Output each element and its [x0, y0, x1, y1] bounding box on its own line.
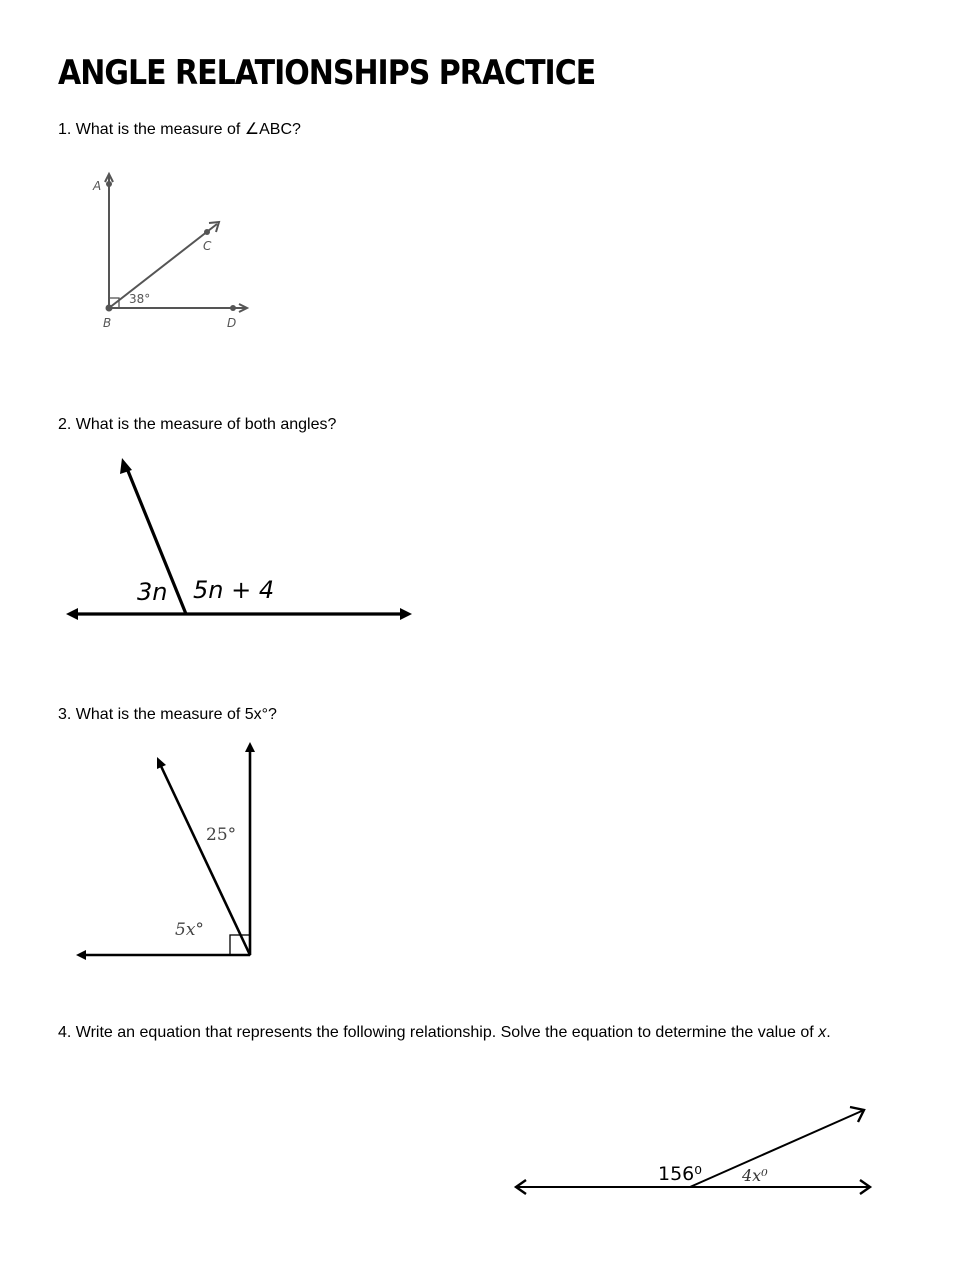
label-5x-degrees: 5x° [175, 920, 204, 940]
question-4-text-suffix: . [826, 1024, 831, 1041]
label-25-degrees: 25° [206, 825, 237, 845]
figure-4-linear-pair [508, 1098, 878, 1203]
question-2-text: 2. What is the measure of both angles? [58, 416, 337, 433]
page-title: ANGLE RELATIONSHIPS PRACTICE [58, 54, 596, 94]
figure-1-angle-abc [85, 160, 265, 340]
label-5n-plus-4: 5n + 4 [193, 576, 275, 604]
figure-2-linear-pair [60, 450, 420, 630]
label-4x-degrees: 4x⁰ [742, 1166, 768, 1185]
question-1-text: 1. What is the measure of ∠ABC? [58, 121, 301, 138]
point-d [230, 305, 236, 311]
label-c: C [203, 239, 212, 253]
vertical-ray-arrowhead [245, 742, 255, 752]
ray-bc [109, 224, 217, 308]
figure-3-lines [84, 750, 250, 955]
slanted-ray [160, 764, 250, 955]
point-c [204, 229, 210, 235]
question-3-text: 3. What is the measure of 5x°? [58, 706, 277, 723]
figure-3-complementary-angles [72, 738, 272, 963]
point-a [106, 181, 112, 187]
question-4-variable: x [818, 1024, 827, 1041]
label-156-degrees: 156⁰ [658, 1163, 702, 1185]
figure-1-rays [105, 174, 247, 312]
question-4-text-prefix: 4. Write an equation that represents the following relationship. Solve the equation to determine the value of [58, 1024, 819, 1041]
base-line-right-arrowhead [400, 608, 412, 620]
label-a: A [93, 179, 102, 193]
horizontal-ray-arrowhead [76, 950, 86, 960]
base-line-left-arrowhead [66, 608, 78, 620]
slanted-ray [690, 1110, 864, 1187]
label-angle-38: 38° [129, 292, 151, 306]
label-3n: 3n [137, 578, 168, 606]
question-4-text [58, 1024, 831, 1042]
slanted-ray-arrowhead [120, 458, 132, 474]
right-angle-marker [230, 935, 250, 955]
label-b: B [103, 316, 112, 330]
point-b [106, 305, 113, 312]
label-d: D [227, 316, 237, 330]
figure-1-points [106, 181, 237, 312]
